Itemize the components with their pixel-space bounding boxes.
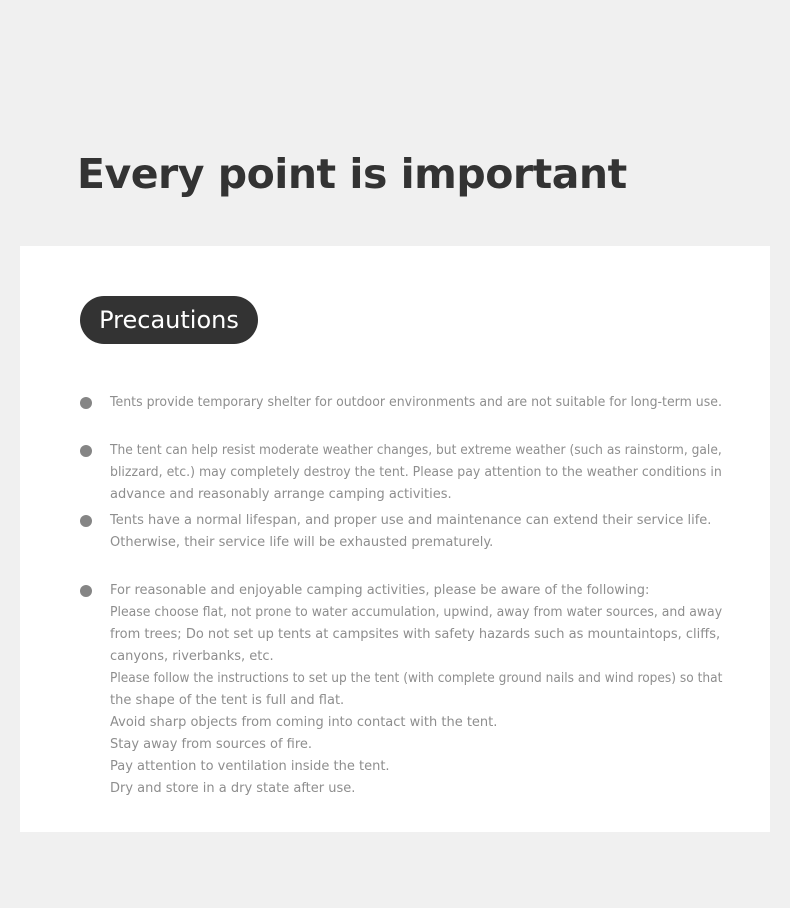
text-line: For reasonable and enjoyable camping activities, please be aware of the following: <box>110 583 650 598</box>
text-line: Dry and store in a dry state after use. <box>110 781 356 796</box>
text-line: canyons, riverbanks, etc. <box>110 649 274 664</box>
bullet-icon <box>80 515 92 527</box>
text-line: the shape of the tent is full and flat. <box>110 693 345 708</box>
list-item-text <box>110 580 723 800</box>
text-line: Pay attention to ventilation inside the tent. <box>110 759 390 774</box>
text-line: blizzard, etc.) may completely destroy the tent. Please pay attention to the weather conditions in <box>110 465 722 480</box>
precautions-badge: Precautions <box>80 296 258 344</box>
text-line: The tent can help resist moderate weather changes, but extreme weather (such as rainstorm, gale, <box>110 443 722 458</box>
page-title: Every point is important <box>77 150 627 198</box>
list-item-text <box>110 440 720 506</box>
text-line: from trees; Do not set up tents at campsites with safety hazards such as mountaintops, cliffs, <box>110 627 721 642</box>
text-line: advance and reasonably arrange camping activities. <box>110 487 452 502</box>
precautions-card <box>20 246 770 832</box>
text-line: Tents have a normal lifespan, and proper use and maintenance can extend their service life. <box>110 513 712 528</box>
text-line: Otherwise, their service life will be exhausted prematurely. <box>110 535 494 550</box>
bullet-icon <box>80 397 92 409</box>
text-line: Stay away from sources of fire. <box>110 737 313 752</box>
text-line: Please follow the instructions to set up the tent (with complete ground nails and wind ropes) so that <box>110 671 723 686</box>
text-line: Tents provide temporary shelter for outdoor environments and are not suitable for long-term use. <box>110 395 722 410</box>
bullet-icon <box>80 445 92 457</box>
list-item-text <box>110 392 720 414</box>
list-item-text <box>110 510 720 554</box>
bullet-icon <box>80 585 92 597</box>
text-line: Avoid sharp objects from coming into contact with the tent. <box>110 715 498 730</box>
text-line: Please choose flat, not prone to water accumulation, upwind, away from water sources, and away <box>110 605 723 620</box>
